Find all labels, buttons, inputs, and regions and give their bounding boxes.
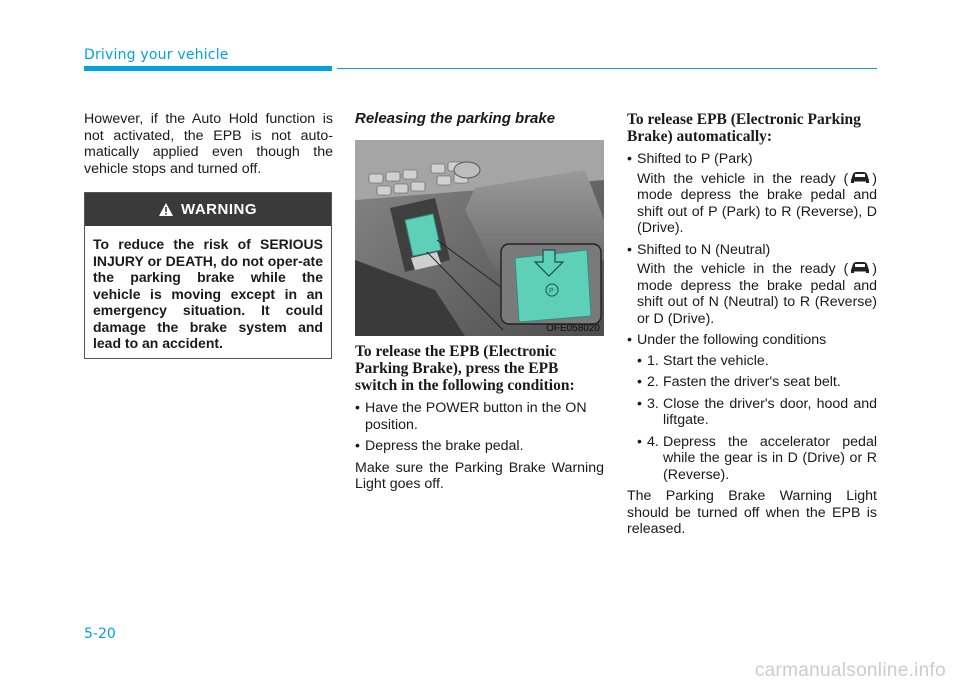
list-item-label: Shifted to N (Neutral) — [637, 241, 771, 258]
condition-number: • 1. — [647, 352, 659, 369]
image-caption: OFE058020 — [546, 323, 600, 334]
condition-item — [637, 374, 877, 391]
list-item — [627, 242, 877, 328]
svg-text:P: P — [549, 288, 554, 295]
console-illustration — [355, 140, 604, 336]
epb-switch-photo — [355, 140, 604, 336]
column-3 — [627, 111, 877, 544]
epb-release-subheading: To release the EPB (Electronic Parking Brake), press the EPB switch in the following condition: — [355, 343, 575, 394]
warning-header — [85, 193, 331, 226]
detail-text: With the vehicle in the ready ( — [637, 261, 849, 277]
warning-label: WARNING — [181, 201, 257, 218]
list-item: • Have the POWER button in the ON position. — [355, 400, 604, 433]
list-item-detail — [637, 261, 877, 327]
condition-item — [637, 434, 877, 484]
column-2-body — [355, 343, 604, 499]
warning-text: To reduce the risk of SERIOUS INJURY or DEATH, do not oper-ate the parking brake while the vehicle is moving except in an emergency situation. It could damage the brake system and lead to an accident. — [93, 236, 323, 351]
release-conditions-list — [355, 400, 604, 455]
releasing-heading: Releasing the parking brake — [355, 110, 556, 127]
list-item — [627, 151, 877, 237]
condition-text: Start the vehicle. — [663, 352, 769, 369]
warning-light-note: Make sure the Parking Brake Warning Light goes off. — [355, 459, 604, 492]
auto-release-heading: To release EPB (Electronic Parking Brake) automatically: — [627, 111, 861, 145]
condition-text: Fasten the driver's seat belt. — [663, 374, 841, 390]
auto-release-list — [627, 151, 877, 483]
condition-text: Close the driver's door, hood and liftgate. — [663, 395, 877, 428]
conditions-list — [637, 353, 877, 484]
list-item — [627, 332, 877, 483]
ready-indicator-car-icon — [848, 261, 872, 275]
condition-item — [637, 396, 877, 429]
ready-indicator-car-icon — [848, 171, 872, 185]
page-number: 5-20 — [84, 626, 116, 642]
auto-release-closing: The Parking Brake Warning Light should be turned off when the EPB is released. — [627, 488, 877, 537]
list-item-label: Under the following conditions — [637, 332, 827, 348]
header-rule-thick — [84, 66, 332, 71]
list-item: • Depress the brake pedal. — [355, 438, 604, 455]
warning-box — [84, 192, 332, 359]
condition-item — [637, 353, 877, 370]
condition-number: • 4. — [647, 433, 659, 450]
condition-number: • 2. — [647, 374, 659, 390]
condition-number: • 3. — [647, 395, 659, 412]
warning-triangle-icon — [159, 203, 173, 216]
detail-text: With the vehicle in the ready ( — [637, 170, 849, 187]
list-item-label: Shifted to P (Park) — [637, 151, 753, 167]
detail-text: ) mode depress the brake pedal and shift out of P (Park) to R (Reverse), D (Drive). — [637, 170, 877, 236]
condition-text: Depress the accelerator pedal while the gear is in D (Drive) or R (Reverse). — [663, 433, 877, 483]
column-1 — [84, 111, 333, 183]
detail-text: ) mode depress the brake pedal and shift out of N (Neutral) to R (Reverse) or D (Drive). — [637, 261, 877, 327]
auto-hold-paragraph: However, if the Auto Hold function is not activated, the EPB is not auto-matically applied even though the vehicle stops and turned off. — [84, 111, 333, 177]
header-rule-thin — [337, 68, 877, 69]
watermark: carmanualsonline.info — [754, 660, 946, 681]
column-2 — [355, 111, 604, 140]
list-item-detail — [637, 171, 877, 237]
section-title: Driving your vehicle — [84, 47, 229, 63]
